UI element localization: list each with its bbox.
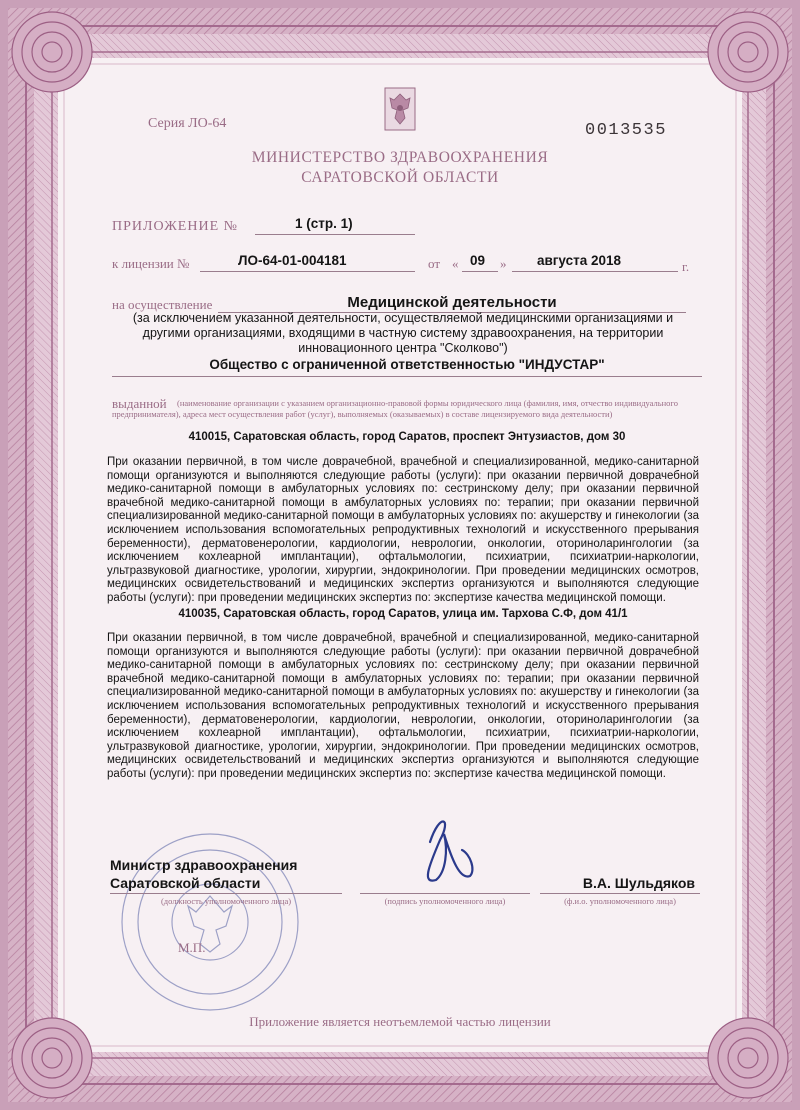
- ministry-title: [150, 148, 650, 188]
- month-underline: [512, 271, 678, 272]
- appendix-underline: [255, 234, 415, 235]
- appendix-value: 1 (стр. 1): [295, 216, 353, 231]
- position-underline: [110, 893, 342, 894]
- ministry-title-line2: САРАТОВСКОЙ ОБЛАСТИ: [301, 169, 499, 186]
- position-caption: (должность уполномоченного лица): [160, 896, 292, 906]
- organization-underline: [112, 376, 702, 377]
- stamp-place-label: М.П.: [178, 940, 206, 955]
- signature-underline: [360, 893, 530, 894]
- license-day: 09: [470, 253, 486, 268]
- signatory-name: В.А. Шульдяков: [582, 875, 695, 891]
- quote-close: »: [500, 256, 507, 271]
- appendix-label: ПРИЛОЖЕНИЕ №: [112, 219, 238, 234]
- organization-name: Общество с ограниченной ответственностью "ИНДУСТАР": [209, 357, 605, 372]
- day-underline: [462, 271, 498, 272]
- footer-note: Приложение является неотъемлемой частью лицензии: [249, 1014, 551, 1029]
- series-label: Серия ЛО-64: [148, 116, 227, 131]
- signatory-position-line1: Министр здравоохранения: [110, 857, 298, 873]
- activity-label: на осуществление: [112, 297, 213, 312]
- signatory-position-line2: Саратовской области: [110, 875, 261, 891]
- activity-exception-note: (за исключением указанной деятельности, осуществляемой медицинскими организациями и другими организациями, входящими в частную систему здравоохранения, на территории инновационного центра "Сколково"): [132, 311, 674, 355]
- activity-value: Медицинской деятельности: [347, 294, 557, 311]
- services-block-1: При оказании первичной, в том числе доврачебной, врачебной и специализированной, медико-санитарной помощи организуются и выполняются следующие работы (услуги): при оказании первичной доврачебной медико-санитарной помощи в амбулаторных условиях по: сестринскому делу; при оказании первичной врачебной медико-санитарной помощи в амбулаторных условиях по: терапии; при оказании первичной специализированной медико-санитарной помощи в амбулаторных условиях по: акушерству и гинекологии (за исключением использования вспомогательных репродуктивных технологий и искусственного прерывания беременности), дерматовенерологии, кардиологии, неврологии, онкологии, оториноларингологии (за исключением кохлеарной имплантации), офтальмологии, психиатрии, психиатрии-наркологии, ультразвуковой диагностике, урологии, хирургии, эндокринологии. При проведении медицинских осмотров, медицинских освидетельствований и медицинских экспертиз организуются и выполняются следующие работы (услуги): при проведении медицинских экспертиз по: экспертизе качества медицинской помощи.: [107, 456, 699, 604]
- ministry-title-line1: МИНИСТЕРСТВО ЗДРАВООХРАНЕНИЯ: [251, 149, 549, 166]
- license-month-year: августа 2018: [537, 253, 622, 268]
- license-underline: [200, 271, 415, 272]
- license-label: к лицензии №: [112, 256, 190, 271]
- address-2: 410035, Саратовская область, город Саратов, улица им. Тархова С.Ф, дом 41/1: [178, 608, 628, 620]
- signatory-position: [110, 856, 297, 892]
- signature-caption: (подпись уполномоченного лица): [384, 896, 506, 906]
- year-suffix: г.: [682, 259, 690, 274]
- name-caption: (ф.и.о. уполномоченного лица): [564, 896, 676, 906]
- issued-note: (наименование организации с указанием организационно-правовой формы юридического лица (фамилия, имя, отчество индивидуального предпринимателя), адреса мест осуществления работ (услуг), выполняемых (оказываемых) в составе лицензируемого вида деятельности): [112, 398, 678, 419]
- address-1: 410015, Саратовская область, город Саратов, проспект Энтузиастов, дом 30: [188, 431, 626, 443]
- name-underline: [540, 893, 700, 894]
- license-from-label: от: [428, 256, 441, 271]
- document-number: 0013535: [585, 121, 667, 140]
- license-number: ЛО-64-01-004181: [238, 253, 347, 268]
- issued-label: выданной: [112, 396, 167, 411]
- services-block-2: При оказании первичной, в том числе доврачебной, врачебной и специализированной, медико-санитарной помощи организуются и выполняются следующие работы (услуги): при оказании первичной доврачебной медико-санитарной помощи в амбулаторных условиях по: сестринскому делу; при оказании первичной врачебной медико-санитарной помощи в амбулаторных условиях по: терапии; при оказании первичной специализированной медико-санитарной помощи в амбулаторных условиях по: акушерству и гинекологии (за исключением использования вспомогательных репродуктивных технологий и искусственного прерывания беременности), дерматовенерологии, кардиологии, неврологии, онкологии, оториноларингологии (за исключением кохлеарной имплантации), офтальмологии, психиатрии, психиатрии-наркологии, ультразвуковой диагностике, урологии, хирургии, эндокринологии. При проведении медицинских осмотров, медицинских освидетельствований и медицинских экспертиз организуются и выполняются следующие работы (услуги): при проведении медицинских экспертиз по: экспертизе качества медицинской помощи.: [107, 632, 699, 780]
- quote-open: «: [452, 256, 459, 271]
